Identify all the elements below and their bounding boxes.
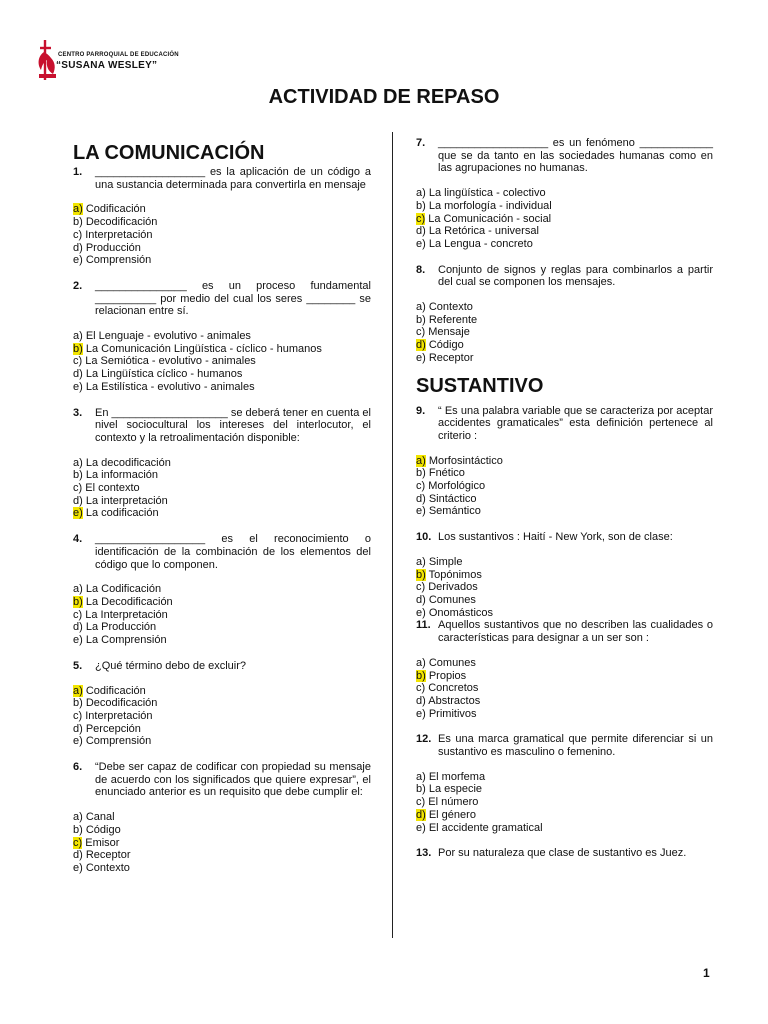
answer-letter: c) [416, 581, 426, 594]
spacer [416, 834, 713, 847]
answer-text: Contexto [85, 861, 130, 874]
answer-letter-highlighted: a) [73, 684, 83, 697]
question-stem [416, 405, 713, 443]
answer-letter: b) [73, 697, 83, 710]
spacer [73, 748, 371, 761]
column-divider [392, 132, 393, 938]
answer-text: La morfología - individual [428, 199, 552, 212]
answer-option [416, 200, 713, 213]
question-stem [416, 531, 713, 544]
answer-letter: c) [73, 355, 83, 368]
answer-option [416, 339, 713, 352]
answer-option [73, 242, 371, 255]
answer-option [416, 505, 713, 518]
answer-options [416, 771, 713, 835]
answer-letter-highlighted: b) [73, 342, 83, 355]
answer-text: La especie [428, 783, 483, 796]
answer-option [416, 314, 713, 327]
answer-letter: a) [73, 583, 83, 596]
answer-option [73, 621, 371, 634]
answer-option [73, 634, 371, 647]
answer-text: Receptor [85, 849, 131, 862]
answer-letter: c) [416, 796, 426, 809]
answer-text: Onomásticos [428, 606, 494, 619]
answer-text: Concretos [428, 682, 479, 695]
answer-text: Canal [85, 811, 115, 824]
answer-text: El número [428, 796, 479, 809]
answer-option [73, 609, 371, 622]
answer-letter: b) [416, 783, 426, 796]
answer-option [416, 796, 713, 809]
answer-option [416, 480, 713, 493]
answer-text: Comprensión [85, 735, 152, 748]
answer-option [416, 187, 713, 200]
question-number: 7. [416, 137, 426, 149]
spacer [73, 647, 371, 660]
answer-option [73, 457, 371, 470]
spacer [73, 520, 371, 533]
answer-letter: d) [416, 492, 426, 505]
answer-text: La Lengua - concreto [428, 237, 533, 250]
answer-letter: a) [416, 770, 426, 783]
question-item [73, 280, 371, 394]
question-number: 2. [73, 279, 83, 292]
answer-option [73, 330, 371, 343]
answer-letter: b) [416, 467, 426, 480]
answer-text: El Lenguaje - evolutivo - animales [85, 330, 251, 343]
question-number: 13. [416, 847, 432, 860]
answer-text: Código [428, 339, 464, 352]
answer-text: La Lingüística cíclico - humanos [85, 368, 243, 381]
answer-text: Semántico [428, 505, 481, 518]
page-title: ACTIVIDAD DE REPASO [268, 86, 500, 108]
answer-letter: d) [416, 225, 426, 238]
section-title-sustantivo: SUSTANTIVO [416, 374, 544, 397]
question-text: __________________ es un fenómeno ____________ que se da tanto en las sociedades humanas como en las agrupaciones no humanas. [438, 137, 713, 175]
question-item [416, 405, 713, 519]
answer-text: La codificación [85, 507, 159, 520]
answer-letter: e) [73, 634, 83, 647]
question-number: 11. [416, 619, 431, 632]
answer-letter: c) [73, 608, 83, 621]
answer-text: Codificación [85, 203, 146, 216]
answer-letter: d) [416, 694, 426, 707]
school-logo [36, 38, 226, 82]
answer-letter: d) [73, 241, 83, 254]
answer-letter: e) [73, 735, 83, 748]
answer-text: El contexto [85, 482, 140, 495]
answer-letter: a) [73, 811, 83, 824]
answer-letter: b) [416, 199, 426, 212]
question-item [416, 264, 713, 365]
answer-letter: b) [73, 216, 83, 229]
answer-option [416, 670, 713, 683]
question-item [416, 733, 713, 834]
spacer [416, 720, 713, 733]
answer-text: Decodificación [85, 216, 158, 229]
answer-options [73, 811, 371, 875]
answer-text: Código [85, 823, 121, 836]
answer-text: El género [428, 808, 476, 821]
answer-text: Producción [85, 241, 141, 254]
answer-text: Topónimos [428, 568, 482, 581]
answer-letter-highlighted: b) [416, 669, 426, 682]
answer-text: Mensaje [428, 326, 470, 339]
answer-text: La interpretación [85, 494, 168, 507]
question-text: Aquellos sustantivos que no describen las cualidades o características para designar a un ser son : [438, 619, 713, 645]
answer-option [416, 771, 713, 784]
answer-text: Morfosintáctico [428, 454, 503, 467]
question-stem [73, 166, 371, 191]
answer-option [416, 581, 713, 594]
answer-text: La Retórica - universal [428, 225, 539, 238]
answer-option [73, 824, 371, 837]
answer-letter: a) [416, 301, 426, 314]
answer-option [416, 569, 713, 582]
answer-text: Codificación [85, 684, 146, 697]
question-list [416, 405, 713, 860]
answer-letter-highlighted: d) [416, 339, 426, 352]
answer-text: Primitivos [428, 707, 477, 720]
answer-letter-highlighted: c) [73, 836, 83, 849]
answer-option [73, 343, 371, 356]
answer-letter: e) [416, 505, 426, 518]
answer-option [73, 203, 371, 216]
answer-options [416, 455, 713, 519]
question-text: “Debe ser capaz de codificar con propiedad su mensaje de acuerdo con los significados que quiere expresar”, el enunciado anterior es un requisito que debe cumplir el: [95, 761, 371, 799]
answer-option [73, 254, 371, 267]
answer-text: Interpretación [85, 228, 153, 241]
answer-option [73, 862, 371, 875]
answer-option [416, 607, 713, 620]
right-column [416, 137, 713, 860]
answer-options [416, 187, 713, 251]
answer-options [416, 657, 713, 721]
answer-text: Morfológico [428, 480, 486, 493]
question-text: Por su naturaleza que clase de sustantivo es Juez. [438, 847, 687, 860]
answer-text: Referente [428, 313, 478, 326]
answer-letter: e) [416, 351, 426, 364]
answer-text: La Codificación [85, 583, 162, 596]
answer-options [73, 457, 371, 521]
answer-letter: b) [73, 823, 83, 836]
answer-text: Decodificación [85, 697, 158, 710]
answer-letter: d) [73, 494, 83, 507]
answer-options [73, 330, 371, 394]
page-number: 1 [703, 966, 710, 980]
answer-option [73, 482, 371, 495]
answer-letter: e) [73, 380, 83, 393]
answer-option [416, 455, 713, 468]
answer-text: Contexto [428, 301, 473, 314]
answer-options [416, 301, 713, 365]
answer-text: Receptor [428, 351, 474, 364]
answer-option [416, 657, 713, 670]
question-number: 3. [73, 406, 83, 419]
answer-text: Interpretación [85, 709, 153, 722]
question-item [73, 533, 371, 647]
answer-text: La Interpretación [85, 608, 168, 621]
answer-letter: e) [416, 606, 426, 619]
question-number: 5. [73, 659, 83, 672]
answer-text: Fnético [428, 467, 465, 480]
question-stem [416, 733, 713, 758]
answer-option [416, 326, 713, 339]
question-number: 8. [416, 263, 426, 276]
question-text: “ Es una palabra variable que se caracteriza por aceptar accidentes gramaticales” esta definición pertenece al criterio : [438, 404, 713, 442]
answer-options [416, 556, 713, 620]
answer-text: La Comunicación - social [428, 212, 552, 225]
question-list [416, 137, 713, 365]
answer-text: Derivados [428, 581, 478, 594]
question-item [416, 137, 713, 251]
spacer [416, 251, 713, 264]
question-item [73, 660, 371, 748]
question-list [73, 166, 371, 875]
answer-text: El morfema [428, 770, 486, 783]
answer-letter: e) [416, 707, 426, 720]
answer-text: La lingüística - colectivo [428, 187, 546, 200]
answer-letter: c) [73, 482, 83, 495]
answer-text: La Comprensión [85, 634, 167, 647]
answer-letter: c) [73, 228, 83, 241]
answer-option [73, 368, 371, 381]
answer-letter: b) [73, 469, 83, 482]
answer-letter-highlighted: c) [416, 212, 426, 225]
answer-letter: c) [416, 326, 426, 339]
answer-letter: a) [416, 555, 426, 568]
answer-option [416, 783, 713, 796]
question-text: __________________ es el reconocimiento o identificación de la combinación de los elementos del código que lo componen. [95, 533, 371, 571]
answer-options [73, 203, 371, 267]
answer-option [73, 811, 371, 824]
answer-letter-highlighted: d) [416, 808, 426, 821]
question-stem [416, 847, 713, 860]
answer-letter-highlighted: a) [416, 454, 426, 467]
answer-option [73, 216, 371, 229]
answer-option [416, 822, 713, 835]
spacer [73, 267, 371, 280]
answer-text: La decodificación [85, 456, 171, 469]
answer-option [416, 238, 713, 251]
answer-option [416, 594, 713, 607]
answer-letter: a) [416, 187, 426, 200]
answer-option [73, 596, 371, 609]
question-item [73, 166, 371, 267]
answer-letter: d) [73, 849, 83, 862]
answer-text: Propios [428, 669, 467, 682]
answer-text: El accidente gramatical [428, 821, 543, 834]
answer-text: La Decodificación [85, 595, 173, 608]
answer-letter: c) [416, 480, 426, 493]
answer-option [416, 708, 713, 721]
answer-text: Emisor [85, 836, 120, 849]
answer-option [73, 735, 371, 748]
question-stem [416, 619, 713, 644]
answer-text: Comunes [428, 593, 476, 606]
answer-option [73, 837, 371, 850]
spacer [416, 518, 713, 531]
question-item [416, 619, 713, 720]
question-item [416, 531, 713, 619]
answer-letter-highlighted: b) [73, 595, 83, 608]
answer-text: La Semiótica - evolutivo - animales [85, 355, 256, 368]
answer-text: Simple [428, 555, 463, 568]
question-item [73, 407, 371, 521]
answer-option [416, 695, 713, 708]
school-name-line1: CENTRO PARROQUIAL DE EDUCACIÓN [58, 52, 179, 58]
answer-option [73, 723, 371, 736]
answer-letter: d) [73, 722, 83, 735]
question-text: Conjunto de signos y reglas para combinarlos a partir del cual se componen los mensajes. [438, 263, 713, 289]
answer-letter: d) [73, 368, 83, 381]
answer-text: La Producción [85, 621, 157, 634]
answer-text: Comprensión [85, 254, 152, 267]
question-text: Es una marca gramatical que permite diferenciar si un sustantivo es masculino o femenino. [438, 733, 713, 759]
question-stem [73, 280, 371, 318]
answer-option [73, 849, 371, 862]
answer-option [73, 507, 371, 520]
answer-option [73, 710, 371, 723]
question-stem [416, 137, 713, 175]
question-text: En ___________________ se deberá tener en cuenta el nivel sociocultural los intereses del interlocutor, el contexto y la retroalimentación disponible: [95, 406, 371, 444]
answer-text: La Comunicación Lingüística - cíclico - humanos [85, 342, 322, 355]
answer-option [73, 469, 371, 482]
answer-letter: e) [73, 861, 83, 874]
question-number: 10. [416, 531, 432, 544]
answer-text: La información [85, 469, 158, 482]
answer-option [416, 301, 713, 314]
church-cross-flame-icon [36, 38, 58, 82]
answer-text: Abstractos [428, 694, 481, 707]
spacer [73, 394, 371, 407]
question-text: _______________ es un proceso fundamental __________ por medio del cual los seres ________ se relacionan entre sí. [95, 279, 371, 318]
question-text: __________________ es la aplicación de un código a una sustancia determinada para convertirla en mensaje [95, 166, 371, 191]
answer-option [416, 225, 713, 238]
answer-option [73, 685, 371, 698]
answer-letter-highlighted: e) [73, 507, 83, 520]
question-number: 4. [73, 533, 83, 546]
answer-option [416, 467, 713, 480]
answer-option [416, 213, 713, 226]
question-stem [73, 407, 371, 445]
left-column [73, 142, 371, 875]
school-name-line2: “SUSANA WESLEY” [56, 60, 158, 71]
answer-option [73, 583, 371, 596]
answer-letter-highlighted: b) [416, 568, 426, 581]
section-title-comunicacion: LA COMUNICACIÓN [73, 142, 265, 164]
answer-letter: e) [416, 821, 426, 834]
answer-text: Sintáctico [428, 492, 477, 505]
question-number: 1. [73, 166, 83, 178]
question-item [73, 761, 371, 875]
answer-options [73, 583, 371, 647]
answer-letter: e) [73, 254, 83, 267]
question-stem [73, 761, 371, 799]
question-stem [73, 660, 371, 673]
answer-letter: a) [416, 656, 426, 669]
answer-letter: a) [73, 456, 83, 469]
question-text: ¿Qué término debo de excluir? [95, 659, 247, 672]
answer-letter-highlighted: a) [73, 203, 83, 216]
answer-option [73, 381, 371, 394]
answer-option [73, 229, 371, 242]
question-stem [73, 533, 371, 571]
answer-letter: a) [73, 330, 83, 343]
answer-letter: e) [416, 237, 426, 250]
answer-option [416, 556, 713, 569]
question-number: 6. [73, 761, 83, 774]
question-text: Los sustantivos : Haití - New York, son de clase: [438, 531, 673, 544]
answer-letter: b) [416, 313, 426, 326]
question-item [416, 847, 713, 860]
answer-text: Percepción [85, 722, 141, 735]
answer-letter: d) [416, 593, 426, 606]
answer-letter: d) [73, 621, 83, 634]
question-number: 9. [416, 404, 426, 417]
answer-option [73, 355, 371, 368]
question-number: 12. [416, 733, 432, 746]
answer-letter: c) [416, 682, 426, 695]
answer-option [416, 493, 713, 506]
question-stem [416, 264, 713, 289]
answer-option [416, 352, 713, 365]
answer-text: Comunes [428, 656, 476, 669]
answer-option [416, 809, 713, 822]
answer-option [416, 682, 713, 695]
answer-options [73, 685, 371, 749]
answer-letter: c) [73, 709, 83, 722]
answer-option [73, 495, 371, 508]
answer-text: La Estilística - evolutivo - animales [85, 380, 255, 393]
answer-option [73, 697, 371, 710]
